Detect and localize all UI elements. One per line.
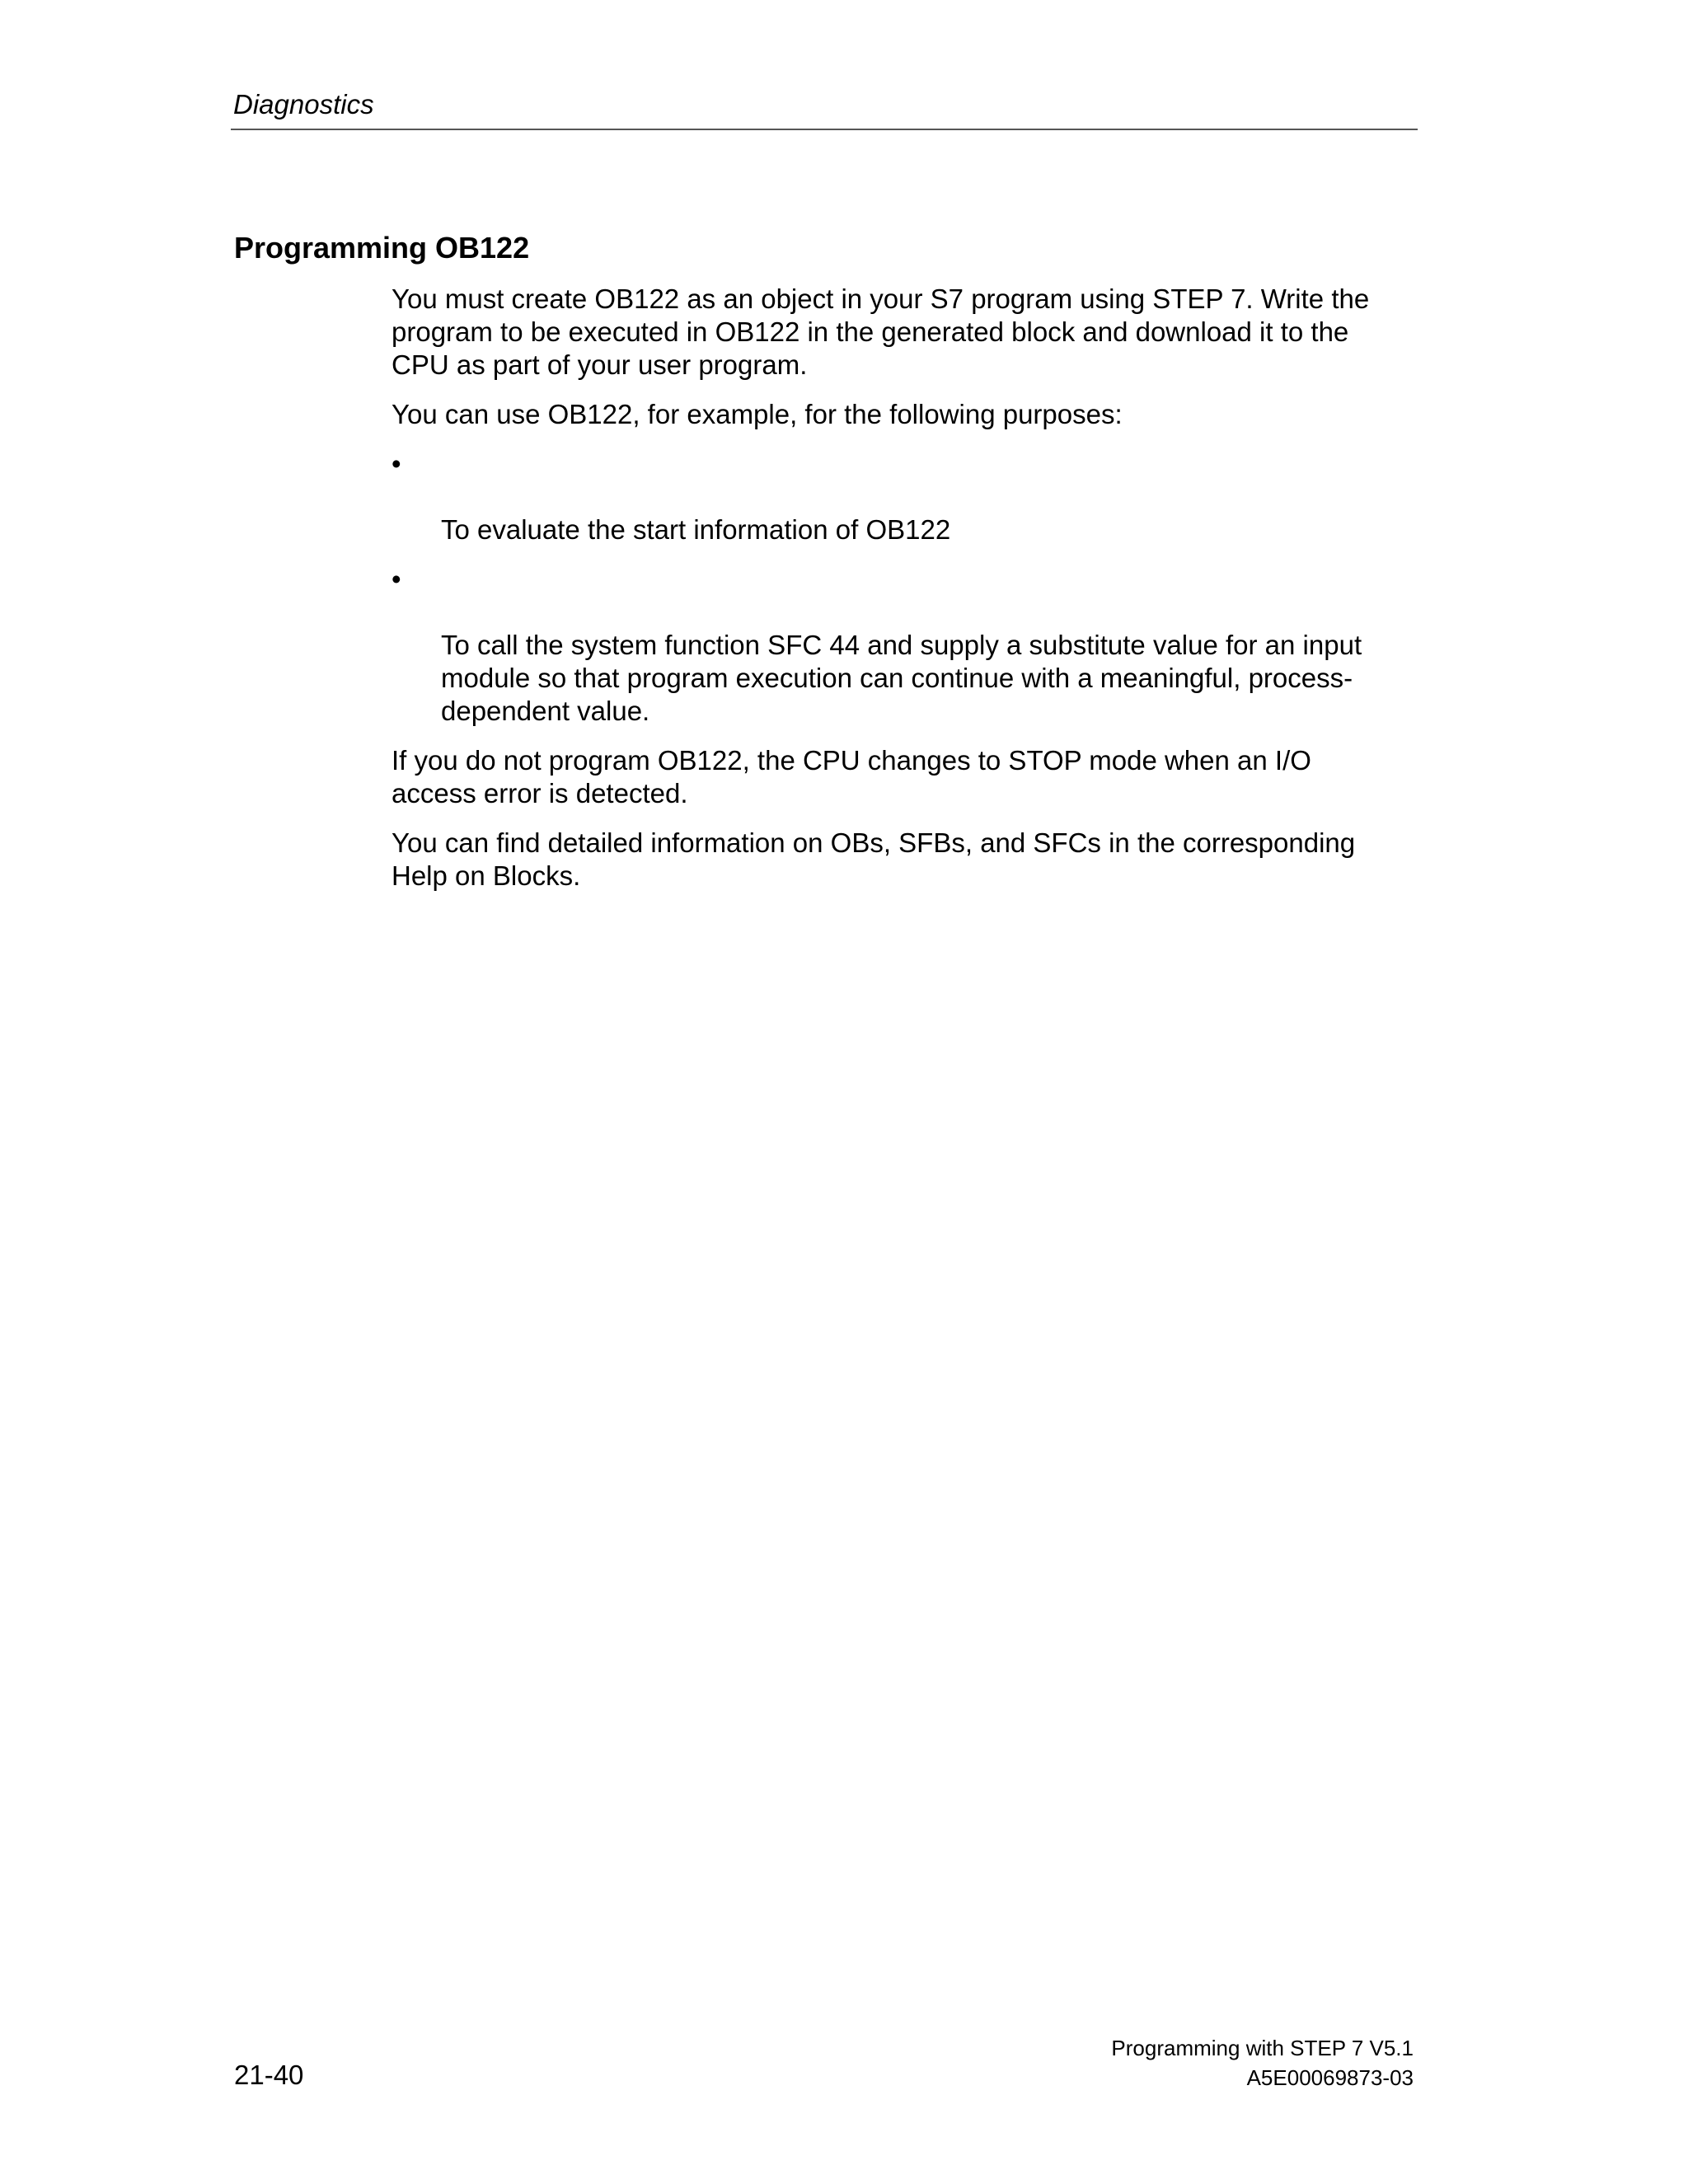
section-body — [392, 283, 1414, 909]
list-item-text: To evaluate the start information of OB122 — [441, 514, 951, 545]
list-item-text: To call the system function SFC 44 and supply a substitute value for an input module so that program execution can continue with a meaningful, process- dependent value. — [441, 630, 1362, 726]
page-number: 21-40 — [234, 2060, 304, 2090]
list-item — [392, 563, 1414, 728]
header-rule — [231, 129, 1418, 130]
paragraph-stop-mode: If you do not program OB122, the CPU changes to STOP mode when an I/O access error is detected. — [392, 745, 1311, 808]
section-title: Programming OB122 — [234, 231, 530, 265]
document-number: A5E00069873-03 — [1246, 2065, 1414, 2090]
list-item — [392, 448, 1414, 546]
paragraph-help-reference: You can find detailed information on OBs, SFBs, and SFCs in the corresponding Help on Blocks. — [392, 827, 1356, 891]
footer-manual-title: Programming with STEP 7 V5.1 — [1111, 2036, 1414, 2060]
purposes-list — [392, 448, 1414, 728]
paragraph-create-ob122: You must create OB122 as an object in your S7 program using STEP 7. Write the program to be executed in OB122 in the generated block and download it to the CPU as part of your user program. — [392, 284, 1370, 380]
paragraph-purposes-intro: You can use OB122, for example, for the following purposes: — [392, 399, 1123, 429]
bullet-icon: • — [392, 448, 401, 479]
running-header: Diagnostics — [233, 89, 374, 120]
bullet-icon: • — [392, 564, 401, 594]
